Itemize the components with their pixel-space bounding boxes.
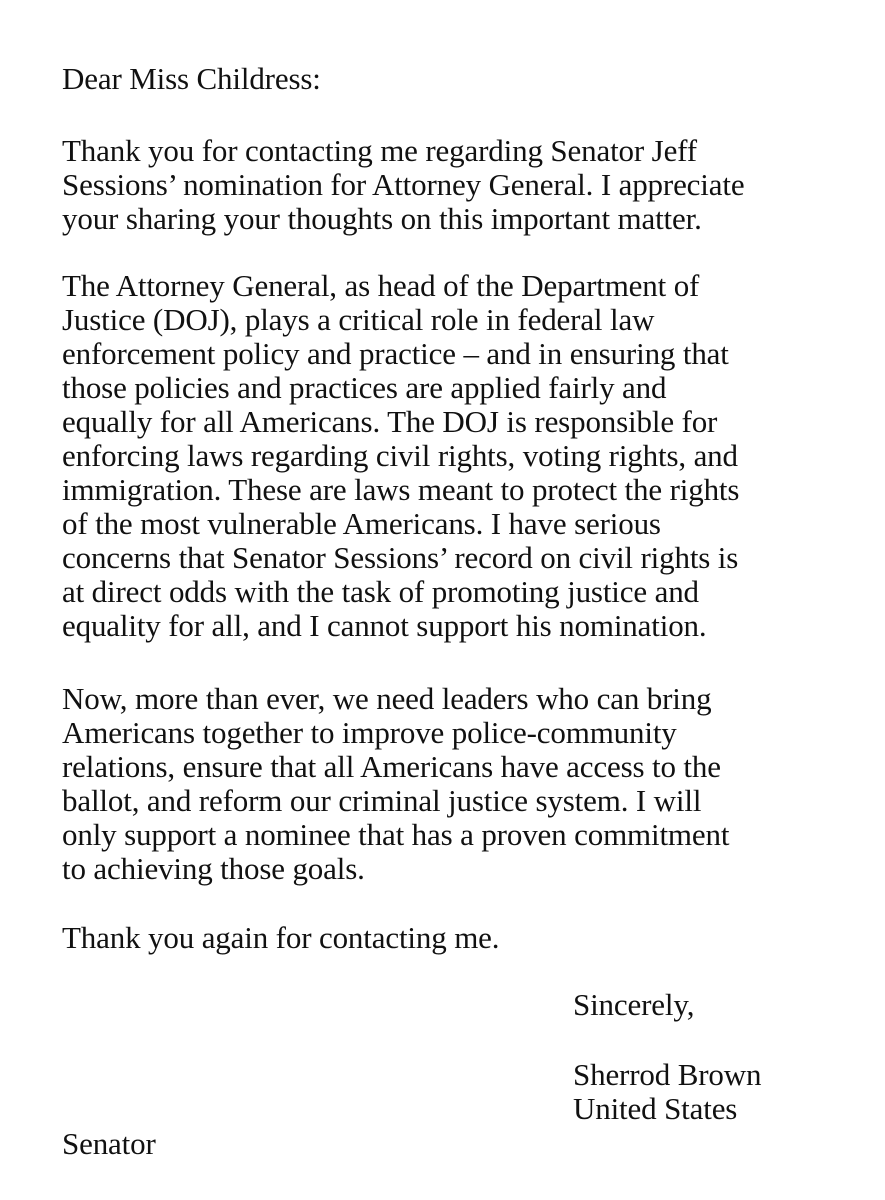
paragraph-line: enforcement policy and practice – and in ensuring that	[62, 336, 729, 371]
paragraph-line: those policies and practices are applied fairly and	[62, 370, 667, 405]
paragraph-line: Now, more than ever, we need leaders who can bring	[62, 681, 712, 716]
paragraph-line: The Attorney General, as head of the Department of	[62, 268, 700, 303]
paragraph-line: your sharing your thoughts on this important matter.	[62, 201, 702, 236]
paragraph-line: Justice (DOJ), plays a critical role in federal law	[62, 302, 655, 337]
paragraph-line: Thank you for contacting me regarding Senator Jeff	[62, 133, 697, 168]
letter-paragraph-attorney-general	[62, 269, 739, 643]
paragraph-line: Thank you again for contacting me.	[62, 920, 500, 955]
paragraph-line: Americans together to improve police-community	[62, 715, 677, 750]
paragraph-line: Sessions’ nomination for Attorney General. I appreciate	[62, 167, 745, 202]
signer-title: United States	[573, 1091, 738, 1126]
paragraph-line: ballot, and reform our criminal justice system. I will	[62, 783, 702, 818]
letter-closing: Sincerely,	[573, 987, 695, 1022]
paragraph-line: at direct odds with the task of promoting justice and	[62, 574, 699, 609]
paragraph-line: only support a nominee that has a proven commitment	[62, 817, 730, 852]
paragraph-line: immigration. These are laws meant to protect the rights	[62, 472, 740, 507]
letter-greeting: Dear Miss Childress:	[62, 61, 321, 96]
paragraph-line: equally for all Americans. The DOJ is responsible for	[62, 404, 718, 439]
signer-name: Sherrod Brown	[573, 1057, 762, 1092]
letter-paragraph-thanks	[62, 921, 499, 955]
paragraph-line: of the most vulnerable Americans. I have serious	[62, 506, 661, 541]
paragraph-line: to achieving those goals.	[62, 851, 365, 886]
paragraph-line: equality for all, and I cannot support his nomination.	[62, 608, 707, 643]
signer-title-continued: Senator	[62, 1126, 156, 1161]
letter-paragraph-leaders	[62, 682, 729, 886]
letter-paragraph-intro	[62, 134, 744, 236]
paragraph-line: relations, ensure that all Americans have access to the	[62, 749, 721, 784]
paragraph-line: concerns that Senator Sessions’ record on civil rights is	[62, 540, 739, 575]
paragraph-line: enforcing laws regarding civil rights, voting rights, and	[62, 438, 738, 473]
